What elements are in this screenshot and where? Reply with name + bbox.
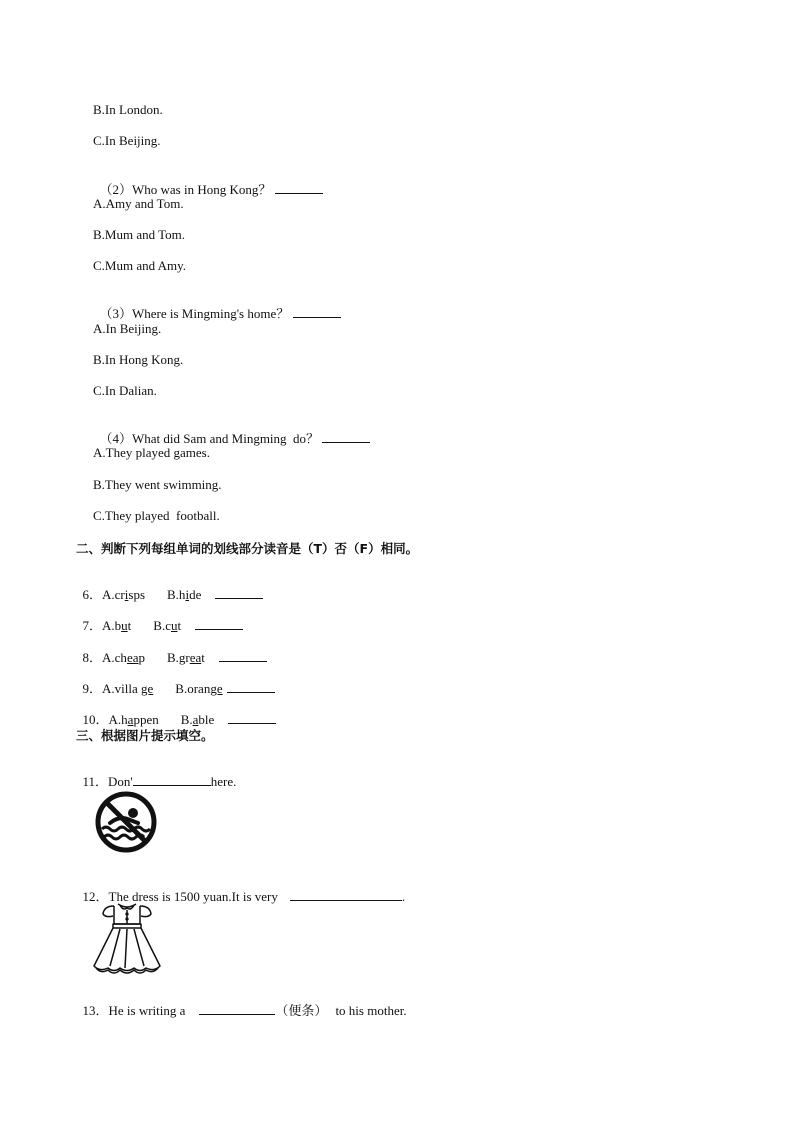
q13-row: 13．He is writing a （便条） to his mother. (82, 1003, 407, 1018)
q5-sub2-option-c: C.Mum and Amy. (93, 258, 187, 273)
q5-sub3-option-a: A.In Beijing. (93, 321, 162, 336)
q7-row: 7．A.but B.cut (76, 601, 243, 634)
q5-sub4-prompt: （4）What did Sam and Mingming do？ (93, 414, 370, 447)
q10-row: 10．A.happen B.able (76, 695, 276, 728)
q12-row: 12．The dress is 1500 yuan.It is very . (82, 889, 406, 904)
q6-row: 6．A.crisps B.hide (76, 570, 263, 603)
q5-sub2-prompt: （2）Who was in Hong Kong？ (93, 165, 323, 198)
q5-sub4-option-a: A.They played games. (93, 445, 210, 460)
q5-sub4-option-c: C.They played football. (93, 508, 220, 523)
q5-sub2-option-a: A.Amy and Tom. (93, 196, 184, 211)
answer-blank[interactable] (195, 617, 243, 630)
answer-blank[interactable] (199, 1002, 275, 1015)
answer-blank[interactable] (227, 680, 275, 693)
q5-option-c: C.In Beijing. (93, 133, 161, 148)
q5-sub2-option-b: B.Mum and Tom. (93, 227, 186, 242)
dress-icon (90, 900, 164, 976)
answer-blank[interactable] (133, 773, 211, 786)
q5-sub3-prompt: （3）Where is Mingming's home？ (93, 289, 341, 322)
answer-blank[interactable] (228, 711, 276, 724)
q9-row: 9．A.villa ge B.orange (76, 664, 275, 697)
q5-sub3-option-c: C.In Dalian. (93, 383, 157, 398)
section-2-title: 二、判断下列每组单词的划线部分读音是（T）否（F）相同。 (76, 541, 419, 556)
answer-blank[interactable] (219, 649, 267, 662)
q5-sub4-option-b: B.They went swimming. (93, 477, 222, 492)
answer-blank[interactable] (293, 305, 341, 318)
answer-blank[interactable] (215, 586, 263, 599)
q11-row: 11．Don' here. (82, 774, 237, 789)
q8-row: 8．A.cheap B.great (76, 633, 267, 666)
answer-blank[interactable] (322, 430, 370, 443)
answer-blank[interactable] (275, 181, 323, 194)
no-swimming-icon (92, 787, 160, 857)
answer-blank[interactable] (290, 888, 402, 901)
q5-option-b: B.In London. (93, 102, 163, 117)
section-3-title: 三、根据图片提示填空。 (76, 728, 214, 743)
q5-sub3-option-b: B.In Hong Kong. (93, 352, 184, 367)
